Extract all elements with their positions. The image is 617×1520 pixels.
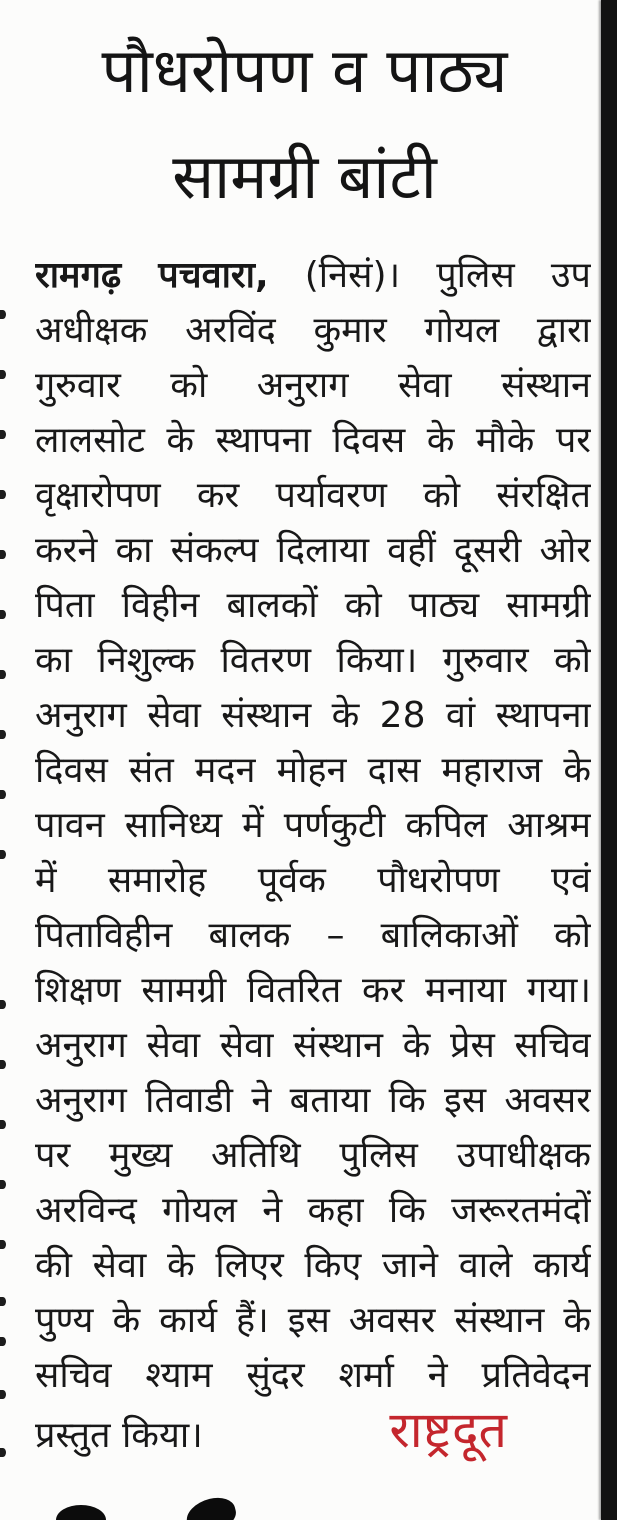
body-line xyxy=(35,248,591,303)
body-line: अनुराग सेवा सेवा संस्थान के प्रेस सचिव xyxy=(35,1025,591,1066)
dateline: रामगढ़ पचवारा, xyxy=(35,255,269,296)
body-line: गुरुवार को अनुराग सेवा संस्थान xyxy=(35,365,591,406)
edge-fragment xyxy=(0,850,6,859)
body-line: पिताविहीन बालक – बालिकाओं को xyxy=(35,915,591,956)
edge-fragment xyxy=(0,1120,6,1129)
edge-fragment xyxy=(0,1448,6,1457)
edge-fragment xyxy=(0,310,6,319)
edge-fragment xyxy=(0,550,6,559)
body-line: शिक्षण सामग्री वितरित कर मनाया गया। xyxy=(35,970,591,1011)
body-line: पिता विहीन बालकों को पाठ्य सामग्री xyxy=(35,585,591,626)
edge-fragment xyxy=(0,430,6,439)
edge-fragment xyxy=(0,490,6,499)
body-line: अरविन्द गोयल ने कहा कि जरूरतमंदों xyxy=(35,1190,591,1231)
body-line: पावन सानिध्य में पर्णकुटी कपिल आश्रम xyxy=(35,805,591,846)
body-line: पर मुख्य अतिथि पुलिस उपाधीक्षक xyxy=(35,1135,591,1176)
body-line: में समारोह पूर्वक पौधरोपण एवं xyxy=(35,860,591,901)
body-line: करने का संकल्प दिलाया वहीं दूसरी ओर xyxy=(35,530,591,571)
headline-line-2: सामग्री बांटी xyxy=(172,140,437,213)
body-line: पुण्य के कार्य हैं। इस अवसर संस्थान के xyxy=(35,1300,591,1341)
body-line: वृक्षारोपण कर पर्यावरण को संरक्षित xyxy=(35,475,591,516)
body-line: अनुराग तिवाडी ने बताया कि इस अवसर xyxy=(35,1080,591,1121)
edge-fragment xyxy=(0,1000,6,1009)
closing-text: प्रस्तुत किया। xyxy=(35,1415,203,1456)
article-headline xyxy=(8,18,601,230)
edge-fragment xyxy=(0,370,6,379)
edge-fragment xyxy=(0,1240,6,1249)
body-line: का निशुल्क वितरण किया। गुरुवार को xyxy=(35,640,591,681)
body-line: सचिव श्याम सुंदर शर्मा ने प्रतिवेदन xyxy=(35,1355,591,1396)
body-line: अधीक्षक अरविंद कुमार गोयल द्वारा xyxy=(35,310,591,351)
article-body xyxy=(35,248,591,1458)
body-line: अनुराग सेवा संस्थान के 28 वां स्थापना xyxy=(35,695,591,736)
edge-fragment xyxy=(0,1390,6,1399)
edge-fragment xyxy=(0,670,6,679)
body-line: की सेवा के लिएर किए जाने वाले कार्य xyxy=(35,1245,591,1286)
scan-edge-bar xyxy=(601,0,617,1520)
edge-fragment xyxy=(0,730,6,739)
edge-fragment xyxy=(0,790,6,799)
edge-fragment xyxy=(0,1180,6,1189)
edge-fragment xyxy=(0,610,6,619)
cropped-letter-fragment xyxy=(183,1493,239,1520)
body-line: लालसोट के स्थापना दिवस के मौके पर xyxy=(35,420,591,461)
edge-fragment xyxy=(0,1060,6,1069)
body-line: दिवस संत मदन मोहन दास महाराज के xyxy=(35,750,591,791)
closing-line xyxy=(35,1403,591,1458)
headline-line-1: पौधरोपण व पाठ्य xyxy=(101,34,508,107)
publisher-logo: राष्ट्रदूत xyxy=(389,1401,507,1459)
cropped-letter-fragment xyxy=(56,1505,106,1520)
lead-text: (निसं)। पुलिस उप xyxy=(268,255,591,296)
edge-fragment xyxy=(0,1297,6,1306)
edge-fragment xyxy=(0,1337,6,1346)
